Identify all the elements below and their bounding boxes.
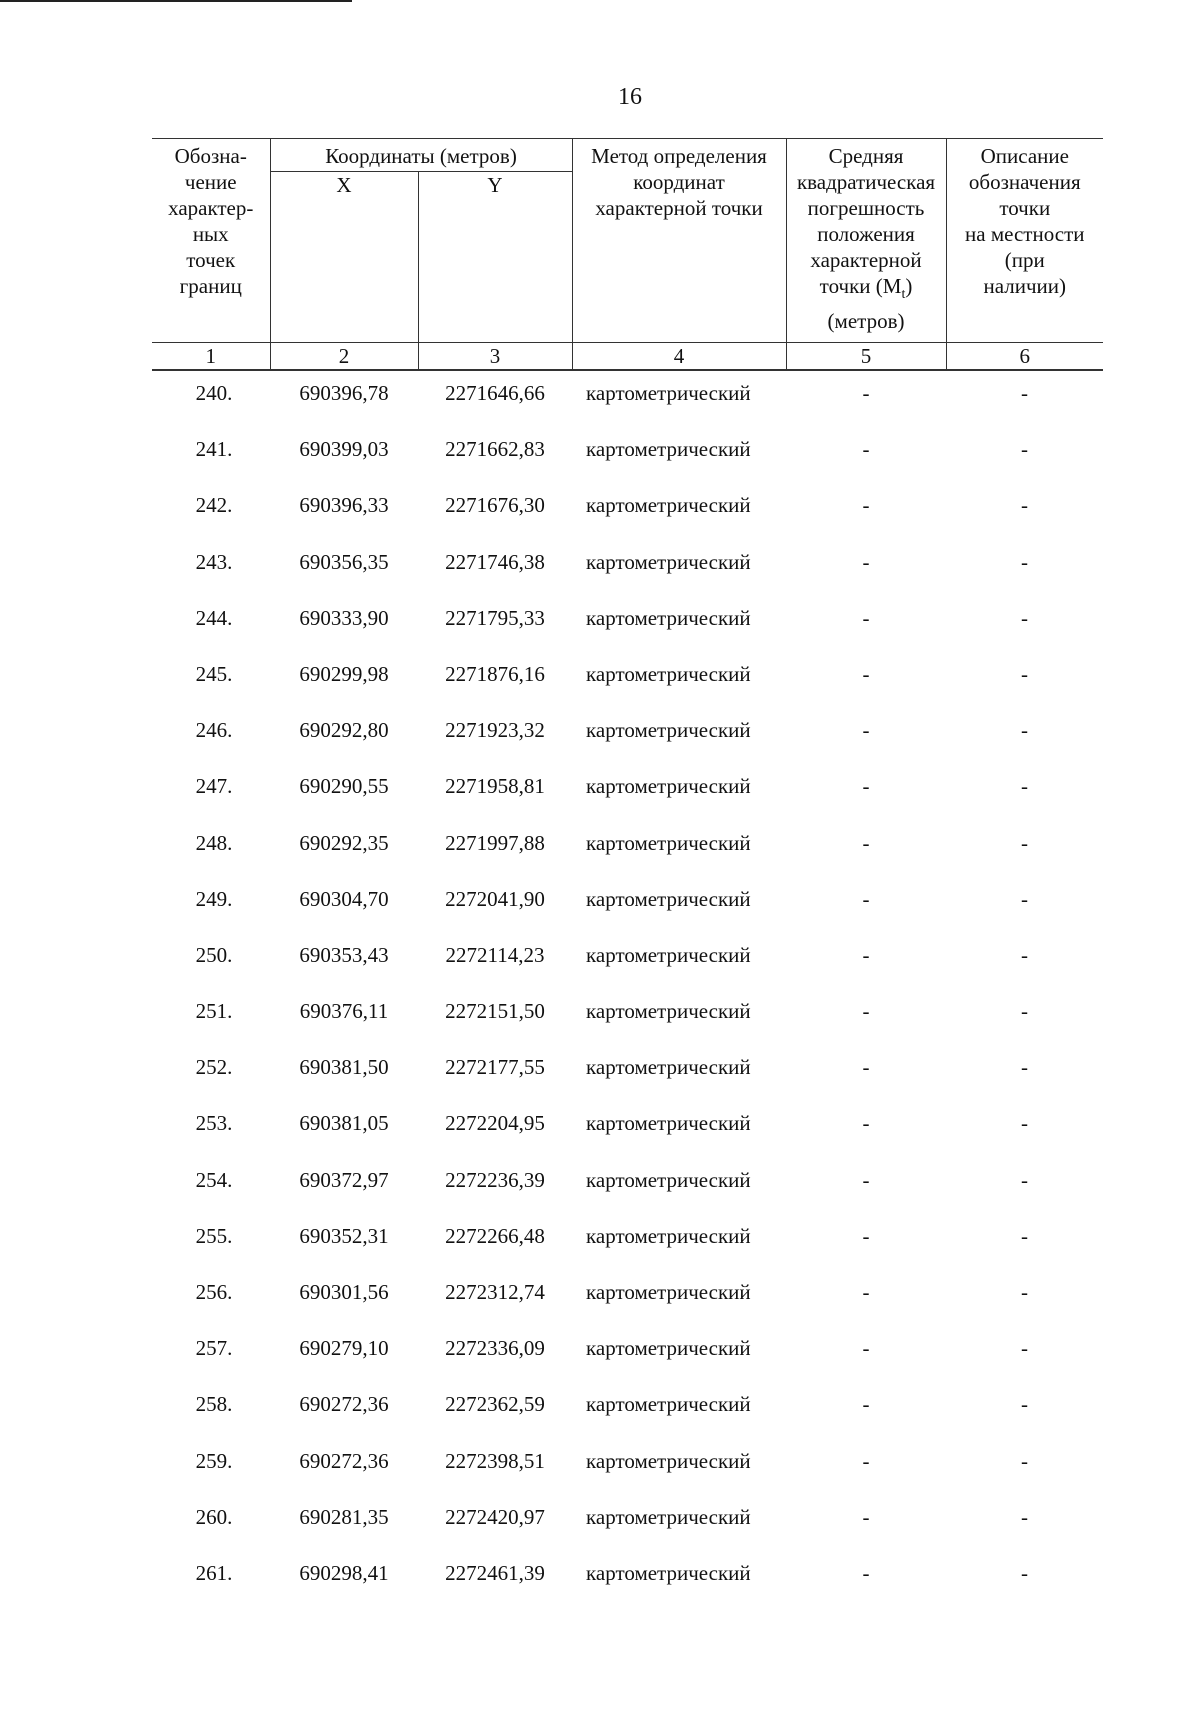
method: картометрический [586,381,751,405]
coordinate-x: 690381,05 [299,1111,389,1136]
table-row [152,933,1103,989]
coordinate-x: 690272,36 [299,1392,389,1417]
coordinate-x: 690301,56 [299,1280,389,1304]
method: картометрический [586,1560,751,1585]
point-description: - [1021,1504,1029,1529]
coordinate-x: 690372,97 [299,1167,389,1192]
point-description: - [1021,1111,1029,1136]
header-description: Описание обозначения точки на местности (при наличии) [946,139,1103,343]
table-row [152,1214,1103,1270]
coordinate-y: 2271676,30 [445,493,545,518]
point-designation: 246. [195,718,233,743]
coordinate-y: 2271958,81 [445,774,545,799]
mean-square-error: - [862,1504,870,1529]
mean-square-error: - [862,1055,870,1080]
table-row [152,1439,1103,1495]
mean-square-error: - [862,1392,870,1417]
point-designation: 260. [195,1504,233,1529]
coordinate-y: 2272236,39 [445,1167,545,1192]
mean-square-error: - [862,774,870,799]
mean-square-error: - [862,1280,870,1304]
point-description: - [1021,830,1029,855]
point-designation: 256. [195,1280,233,1304]
mean-square-error: - [862,718,870,743]
method: картометрический [586,1055,751,1080]
column-number: 2 [270,343,418,371]
point-designation: 254. [195,1167,233,1192]
point-description: - [1021,493,1029,518]
header-method: Метод определения координат характерной точки [572,139,786,343]
table-row [152,427,1103,483]
point-designation: 241. [195,437,233,462]
point-designation: 250. [195,942,233,967]
table-row [152,821,1103,877]
header-error-subscript: t [901,287,906,303]
method: картометрический [586,493,751,518]
table-body [152,370,1103,1607]
coordinate-y: 2271746,38 [445,549,545,574]
table-row [152,1158,1103,1214]
point-designation: 253. [195,1111,233,1136]
table-row [152,1045,1103,1101]
point-designation: 243. [195,549,233,574]
table-row [152,1551,1103,1607]
mean-square-error: - [862,1167,870,1192]
method: картометрический [586,1167,751,1192]
coordinate-y: 2272362,59 [445,1392,545,1417]
header-row [152,139,1103,172]
point-description: - [1021,549,1029,574]
coordinate-y: 2272398,51 [445,1448,545,1473]
header-coordinates: Координаты (метров) [270,139,572,172]
header-error-pre: Средняя квадратическая погрешность положения характерной точки (M [796,144,936,298]
mean-square-error: - [862,1336,870,1361]
mean-square-error: - [862,999,870,1024]
point-description: - [1021,886,1029,911]
coordinate-x: 690396,33 [299,493,389,518]
header-error-post: ) (метров) [827,274,913,334]
table-row [152,1101,1103,1157]
point-description: - [1021,1055,1029,1080]
method: картометрический [586,605,751,630]
coordinate-x: 690281,35 [299,1504,389,1529]
point-designation: 242. [195,493,233,518]
coordinate-y: 2272041,90 [445,886,545,911]
table-row [152,708,1103,764]
coordinate-x: 690333,90 [299,605,389,630]
coordinate-x: 690304,70 [299,886,389,911]
point-description: - [1021,1560,1029,1585]
method: картометрический [586,661,751,686]
point-description: - [1021,437,1029,462]
mean-square-error: - [862,886,870,911]
coordinate-x: 690381,50 [299,1055,389,1080]
table-row [152,370,1103,427]
coordinate-x: 690290,55 [299,774,389,799]
method: картометрический [586,1111,751,1136]
method: картометрический [586,549,751,574]
table-row [152,764,1103,820]
mean-square-error: - [862,549,870,574]
column-number: 3 [418,343,572,371]
coordinate-y: 2271662,83 [445,437,545,462]
method: картометрический [586,942,751,967]
coordinates-table [152,138,1103,1607]
coordinate-y: 2272114,23 [445,942,545,967]
table-row [152,877,1103,933]
point-description: - [1021,1392,1029,1417]
page-number: 16 [618,84,642,110]
coordinate-x: 690292,35 [299,830,389,855]
table-row [152,596,1103,652]
point-description: - [1021,1223,1029,1248]
header-y: Y [418,172,572,343]
point-designation: 252. [195,1055,233,1080]
table-row [152,1326,1103,1382]
header-x: X [270,172,418,343]
coordinate-x: 690399,03 [299,437,389,462]
column-number: 6 [946,343,1103,371]
mean-square-error: - [862,381,870,405]
point-designation: 251. [195,999,233,1024]
point-designation: 261. [195,1560,233,1585]
column-number: 1 [152,343,270,371]
coordinate-y: 2271876,16 [445,661,545,686]
column-number: 5 [786,343,946,371]
coordinate-x: 690272,36 [299,1448,389,1473]
method: картометрический [586,774,751,799]
method: картометрический [586,1448,751,1473]
mean-square-error: - [862,437,870,462]
method: картометрический [586,1504,751,1529]
method: картометрический [586,999,751,1024]
mean-square-error: - [862,605,870,630]
coordinate-x: 690352,31 [299,1223,389,1248]
table-row [152,540,1103,596]
method: картометрический [586,1223,751,1248]
table-row [152,1495,1103,1551]
point-designation: 259. [195,1448,233,1473]
header-point-designation: Обозна- чение характер- ных точек границ [152,139,270,343]
mean-square-error: - [862,1111,870,1136]
point-designation: 248. [195,830,233,855]
point-description: - [1021,1336,1029,1361]
mean-square-error: - [862,1560,870,1585]
point-description: - [1021,1448,1029,1473]
point-description: - [1021,661,1029,686]
point-designation: 240. [195,381,233,405]
point-designation: 249. [195,886,233,911]
table-row [152,1382,1103,1438]
coordinate-y: 2272420,97 [445,1504,545,1529]
method: картометрический [586,1392,751,1417]
point-designation: 244. [195,605,233,630]
table-row [152,483,1103,539]
method: картометрический [586,1336,751,1361]
table-row [152,1270,1103,1326]
coordinate-y: 2272177,55 [445,1055,545,1080]
coordinate-y: 2271795,33 [445,605,545,630]
method: картометрический [586,830,751,855]
method: картометрический [586,886,751,911]
point-description: - [1021,1280,1029,1304]
column-number-row [152,343,1103,371]
coordinate-x: 690299,98 [299,661,389,686]
coordinate-x: 690279,10 [299,1336,389,1361]
coordinate-x: 690353,43 [299,942,389,967]
method: картометрический [586,437,751,462]
point-description: - [1021,1167,1029,1192]
point-description: - [1021,381,1029,405]
coordinate-x: 690376,11 [299,999,389,1024]
mean-square-error: - [862,493,870,518]
top-rule [0,0,352,2]
coordinate-y: 2272461,39 [445,1560,545,1585]
mean-square-error: - [862,830,870,855]
column-number: 4 [572,343,786,371]
coordinate-x: 690356,35 [299,549,389,574]
coordinate-y: 2271923,32 [445,718,545,743]
table-row [152,989,1103,1045]
point-designation: 255. [195,1223,233,1248]
coordinate-x: 690396,78 [299,381,389,405]
coordinate-x: 690292,80 [299,718,389,743]
method: картометрический [586,718,751,743]
point-designation: 247. [195,774,233,799]
table-row [152,652,1103,708]
mean-square-error: - [862,942,870,967]
coordinate-y: 2272204,95 [445,1111,545,1136]
mean-square-error: - [862,1223,870,1248]
coordinate-y: 2271646,66 [445,381,545,405]
point-description: - [1021,999,1029,1024]
point-description: - [1021,942,1029,967]
coordinate-x: 690298,41 [299,1560,389,1585]
point-designation: 245. [195,661,233,686]
coordinate-y: 2271997,88 [445,830,545,855]
coordinate-y: 2272312,74 [445,1280,545,1304]
coordinate-y: 2272151,50 [445,999,545,1024]
coordinate-y: 2272266,48 [445,1223,545,1248]
point-description: - [1021,605,1029,630]
mean-square-error: - [862,1448,870,1473]
header-error [786,139,946,343]
point-description: - [1021,774,1029,799]
point-designation: 258. [195,1392,233,1417]
point-designation: 257. [195,1336,233,1361]
mean-square-error: - [862,661,870,686]
coordinate-y: 2272336,09 [445,1336,545,1361]
point-description: - [1021,718,1029,743]
method: картометрический [586,1280,751,1304]
